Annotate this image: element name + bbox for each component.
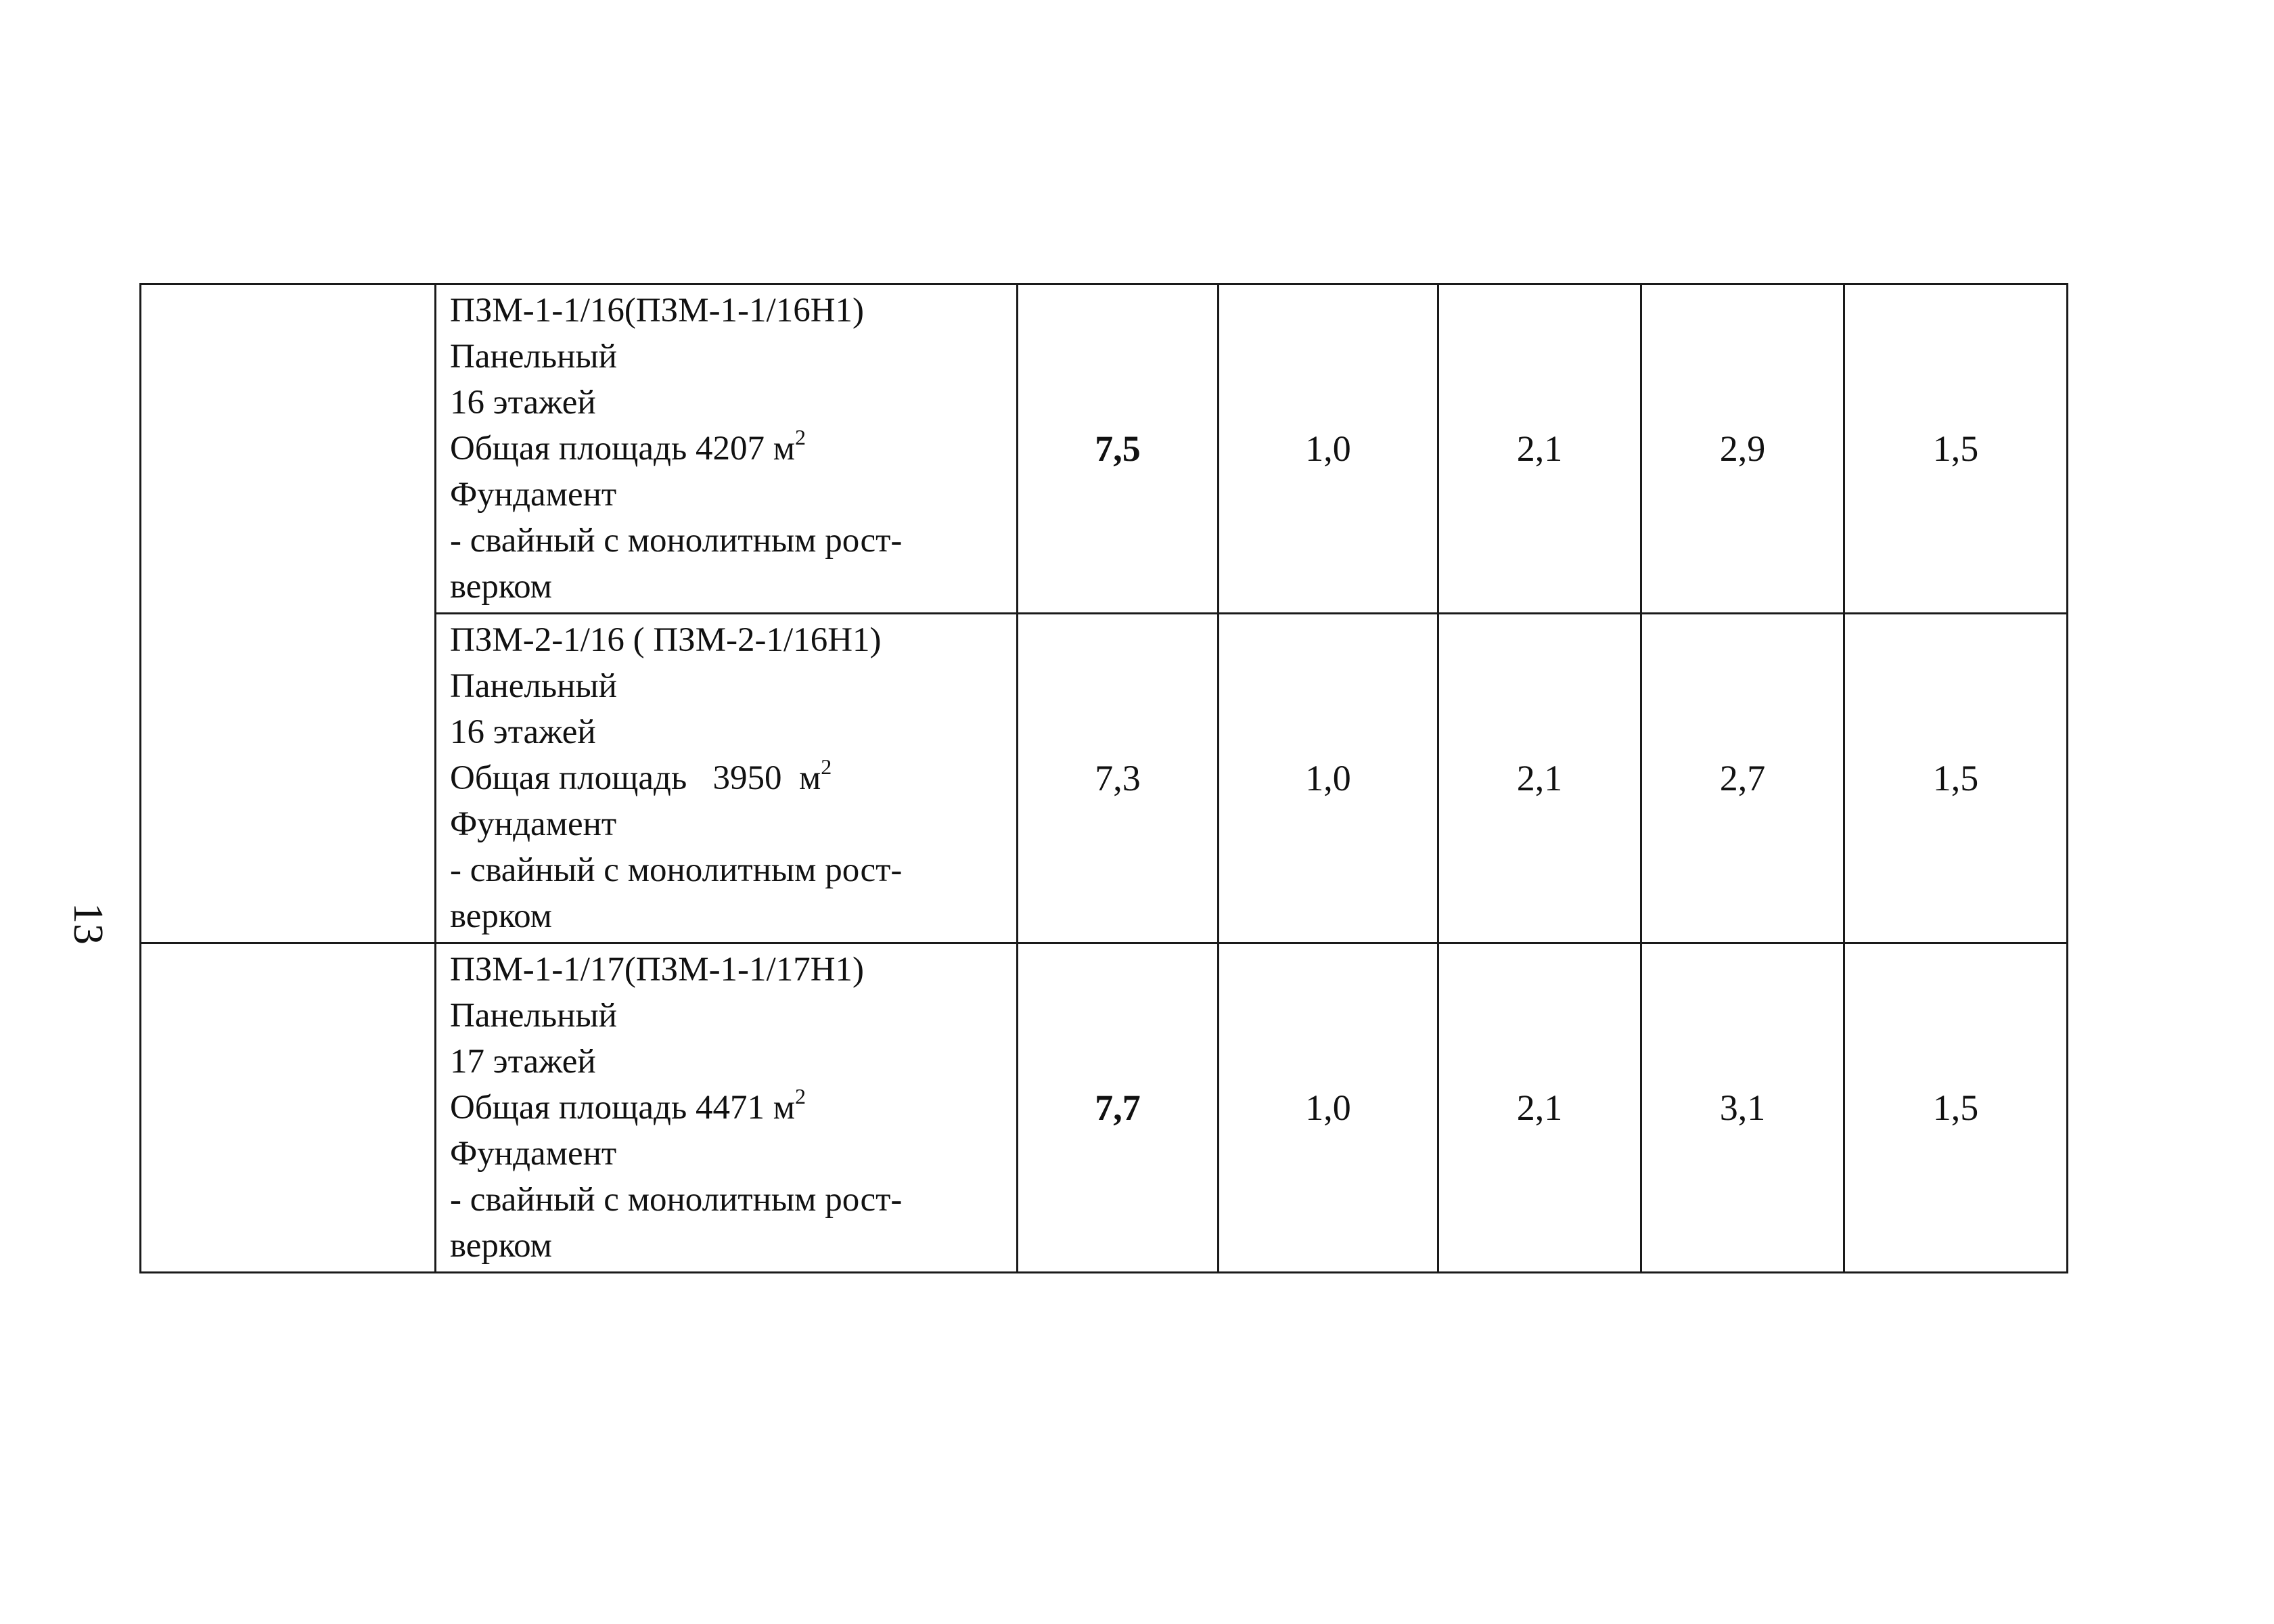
- table-row: [141, 284, 2068, 614]
- value-cell: 2,1: [1438, 284, 1641, 614]
- building-title: ПЗМ-1-1/16(ПЗМ-1-1/16Н1): [450, 292, 865, 330]
- foundation-label: Фундамент: [450, 476, 617, 514]
- area-unit-superscript: 2: [795, 1084, 806, 1108]
- foundation-line: - свайный с монолитным рост-: [450, 522, 903, 560]
- area-text: Общая площадь 4207 м: [450, 430, 796, 468]
- area-unit-superscript: 2: [795, 425, 806, 449]
- value-cell: 3,1: [1641, 943, 1844, 1273]
- building-floors: 16 этажей: [450, 713, 596, 751]
- value-cell: 1,5: [1844, 284, 2068, 614]
- value-cell: 1,0: [1219, 614, 1438, 943]
- foundation-label: Фундамент: [450, 805, 617, 843]
- value-cell: 7,5: [1018, 284, 1219, 614]
- building-floors: 17 этажей: [450, 1043, 596, 1081]
- empty-cell: [141, 943, 436, 1273]
- building-description: [436, 943, 1018, 1273]
- building-description: [436, 284, 1018, 614]
- building-description: [436, 614, 1018, 943]
- building-title: ПЗМ-2-1/16 ( ПЗМ-2-1/16Н1): [450, 621, 882, 659]
- area-text: Общая площадь 4471 м: [450, 1089, 796, 1127]
- value-cell: 2,9: [1641, 284, 1844, 614]
- value-cell: 1,5: [1844, 943, 2068, 1273]
- building-area: [450, 426, 1011, 472]
- foundation-line: верком: [450, 1227, 552, 1265]
- value-cell: 1,0: [1219, 943, 1438, 1273]
- area-text: Общая площадь 3950 м: [450, 759, 821, 797]
- foundation-line: верком: [450, 897, 552, 935]
- foundation-line: - свайный с монолитным рост-: [450, 851, 903, 889]
- value-cell: 7,3: [1018, 614, 1219, 943]
- building-title: ПЗМ-1-1/17(ПЗМ-1-1/17Н1): [450, 951, 865, 989]
- building-area: [450, 755, 1011, 801]
- foundation-label: Фундамент: [450, 1135, 617, 1173]
- building-type: Панельный: [450, 997, 617, 1035]
- page-number: 13: [65, 903, 112, 945]
- value-cell: 2,7: [1641, 614, 1844, 943]
- building-type: Панельный: [450, 338, 617, 376]
- building-type: Панельный: [450, 667, 617, 705]
- value-cell: 1,5: [1844, 614, 2068, 943]
- area-unit-superscript: 2: [821, 754, 832, 779]
- building-table: [139, 283, 2068, 1273]
- empty-cell: [141, 284, 436, 943]
- value-cell: 2,1: [1438, 614, 1641, 943]
- building-area: [450, 1085, 1011, 1131]
- building-floors: 16 этажей: [450, 384, 596, 422]
- value-cell: 1,0: [1219, 284, 1438, 614]
- value-cell: 7,7: [1018, 943, 1219, 1273]
- table-row: [141, 943, 2068, 1273]
- foundation-line: - свайный с монолитным рост-: [450, 1181, 903, 1219]
- foundation-line: верком: [450, 568, 552, 606]
- value-cell: 2,1: [1438, 943, 1641, 1273]
